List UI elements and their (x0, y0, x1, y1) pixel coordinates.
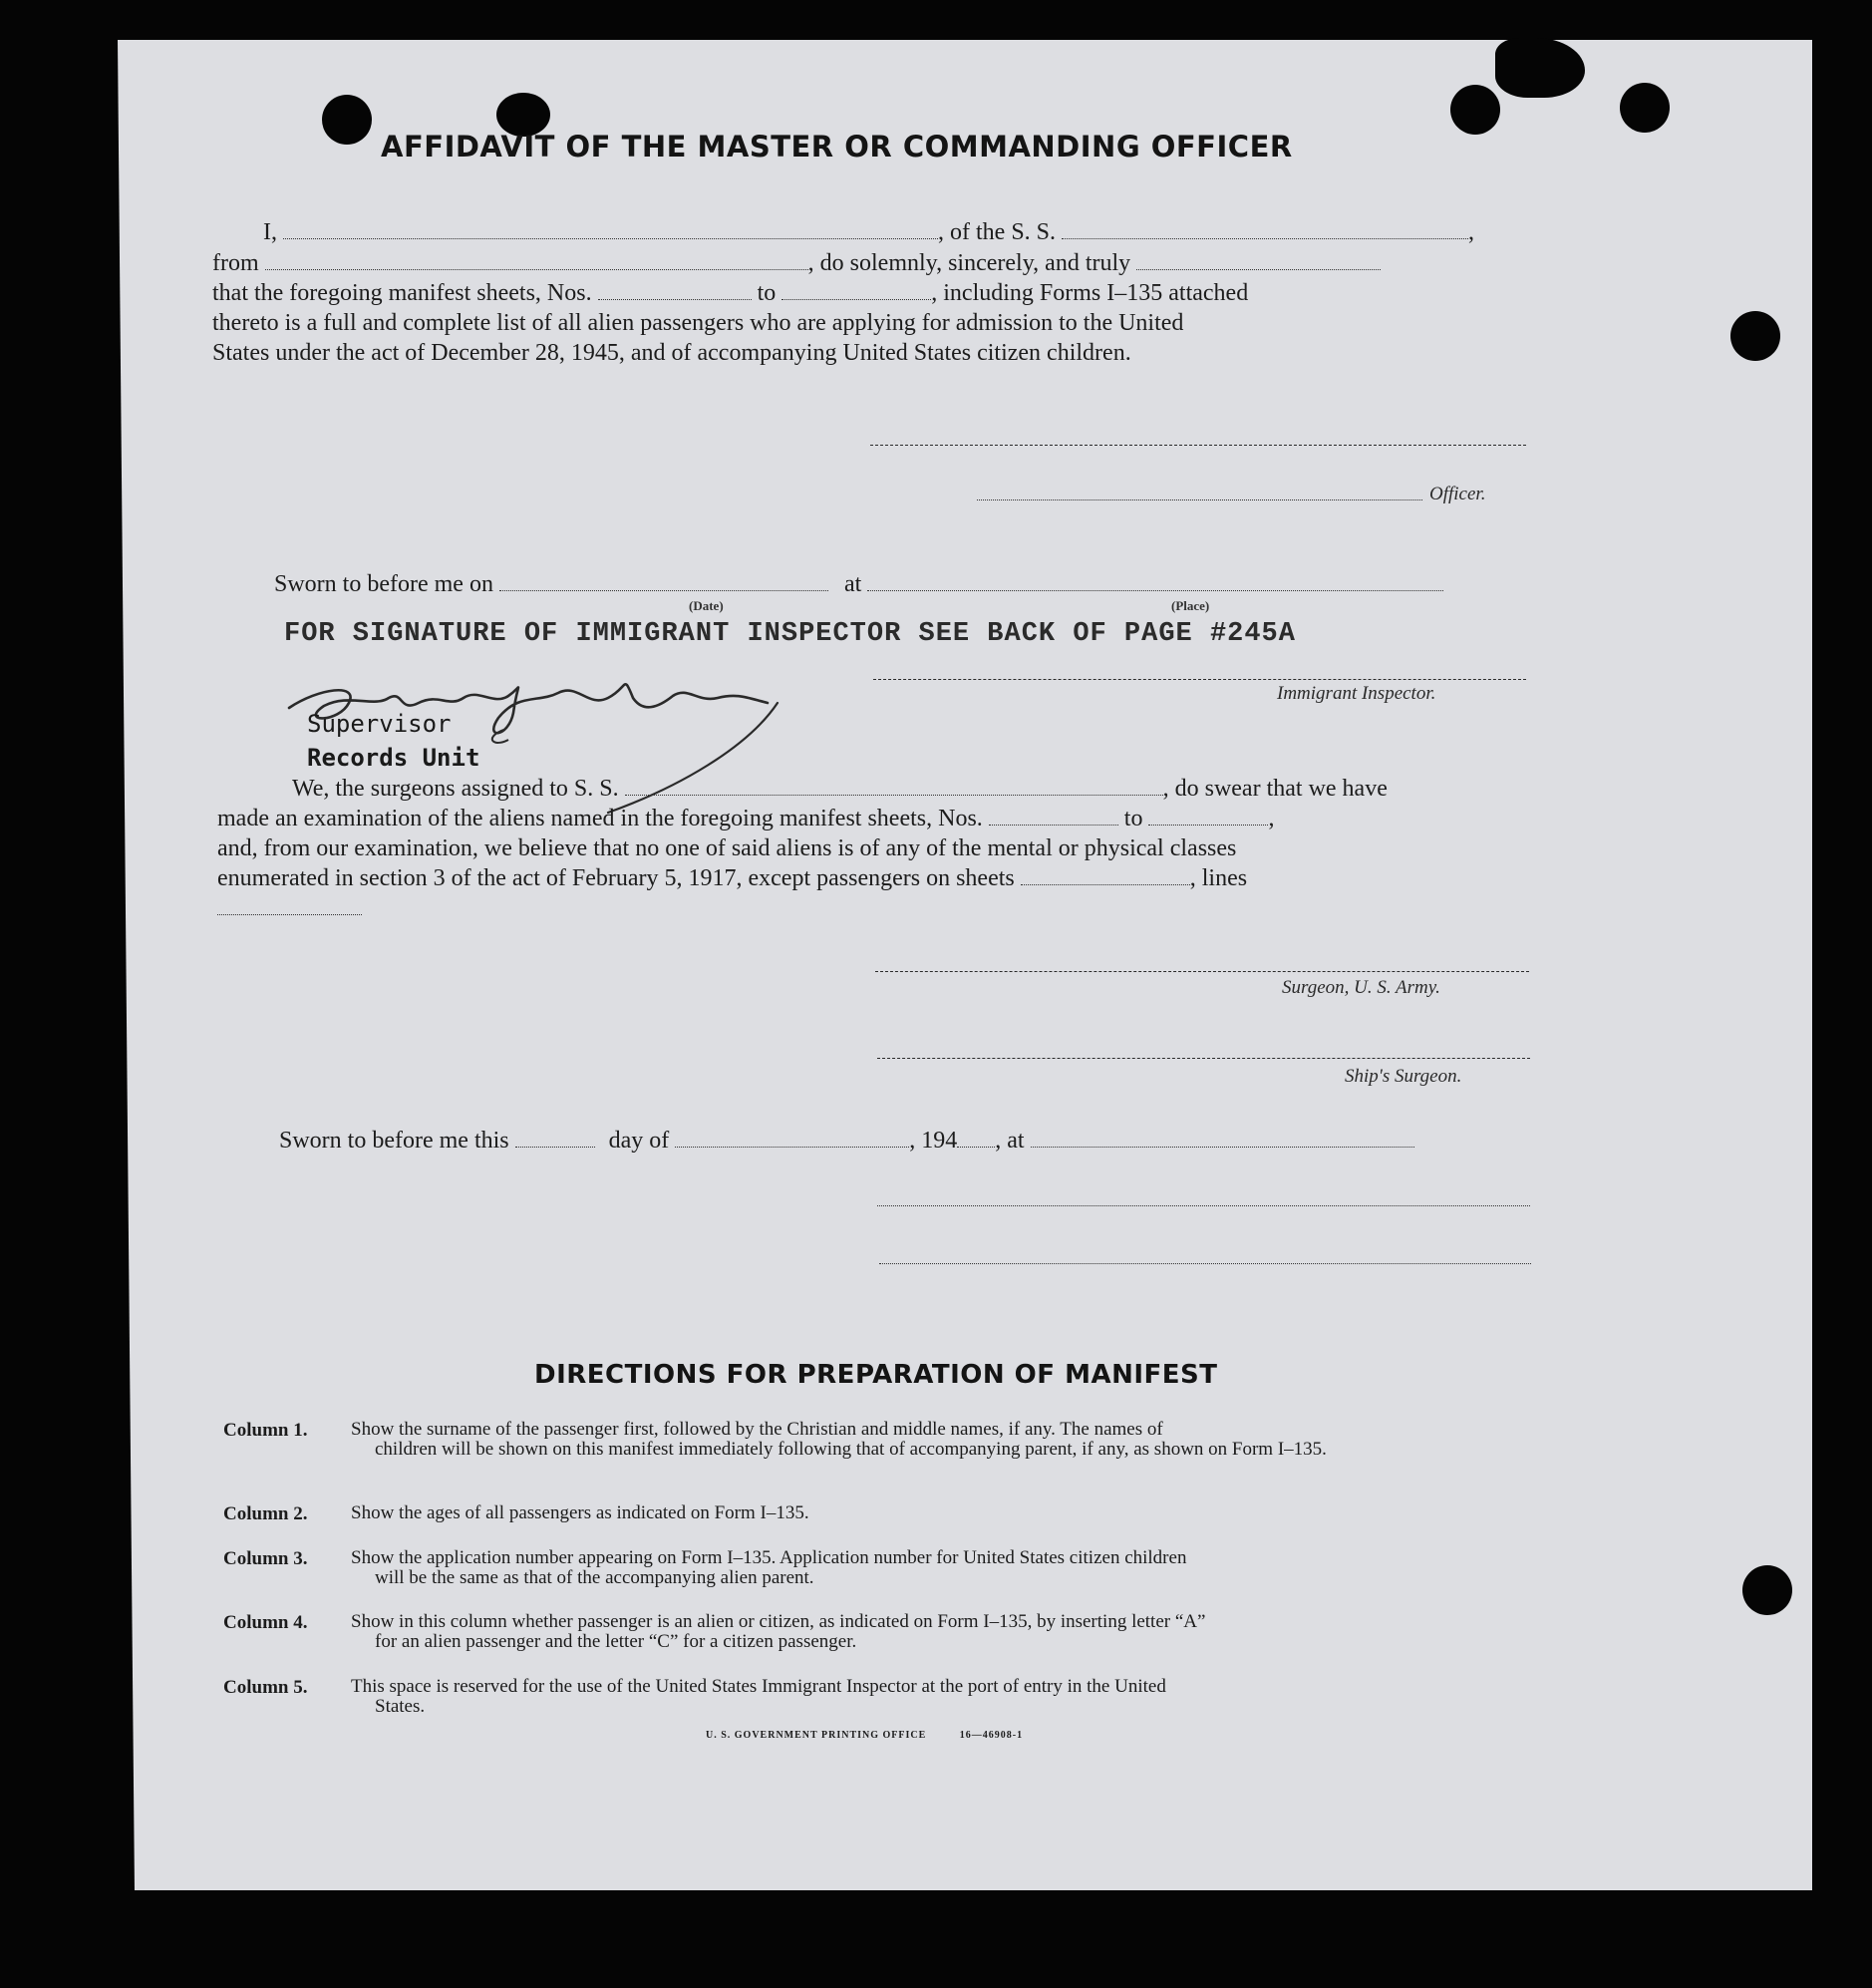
column-1-text: Show the surname of the passenger first, followed by the Christian and middle names, if any. The names of children will be shown on this manifest immediately following that of accompanying parent, if any, as shown on Form I–135. (351, 1419, 1327, 1460)
inspector-stamp: FOR SIGNATURE OF IMMIGRANT INSPECTOR SEE BACK OF PAGE #245A (284, 619, 1296, 649)
column-3-text: Show the application number appearing on Form I–135. Application number for United States citizen children will be the same as that of the accompanying alien parent. (351, 1547, 1187, 1588)
officer-signature-line[interactable] (870, 445, 1526, 446)
column-3-label: Column 3. (223, 1548, 308, 1569)
directions-title: DIRECTIONS FOR PREPARATION OF MANIFEST (534, 1360, 1218, 1390)
affidavit-line-2: from , do solemnly, sincerely, and truly (212, 250, 1381, 277)
sworn-place-blank[interactable] (867, 572, 1443, 591)
column-4-label: Column 4. (223, 1612, 308, 1633)
ship-surgeon-signature-line[interactable] (877, 1058, 1530, 1059)
punch-hole (1450, 85, 1500, 135)
sworn-day-blank[interactable] (515, 1129, 595, 1148)
punch-hole (322, 95, 372, 145)
signature-title: Supervisor (307, 710, 452, 738)
column-5-label: Column 5. (223, 1677, 308, 1698)
column-4-text: Show in this column whether passenger is an alien or citizen, as indicated on Form I–135, by inserting letter “A” for an alien passenger and the letter “C” for a citizen passenger. (351, 1611, 1206, 1652)
sworn-signature-line-2[interactable] (879, 1263, 1531, 1264)
officer-label: Officer. (1429, 484, 1486, 504)
affidavit-title: AFFIDAVIT OF THE MASTER OR COMMANDING OFFICER (381, 130, 1293, 164)
affidavit-line-5: States under the act of December 28, 1945, and of accompanying United States citizen children. (212, 340, 1131, 366)
punch-hole (1730, 311, 1780, 361)
sworn-at-blank[interactable] (1031, 1129, 1414, 1148)
surgeons-ship-blank[interactable] (625, 777, 1163, 796)
surgeons-line-4: enumerated in section 3 of the act of February 5, 1917, except passengers on sheets , lines (217, 865, 1248, 891)
place-caption: (Place) (1171, 598, 1210, 613)
punch-hole (1742, 1565, 1792, 1615)
column-1-label: Column 1. (223, 1420, 308, 1441)
officer-title-line[interactable] (977, 499, 1422, 500)
surgeons-sheet-from-blank[interactable] (989, 807, 1118, 826)
signature-unit: Records Unit (307, 744, 480, 772)
army-surgeon-signature-line[interactable] (875, 971, 1529, 972)
army-surgeon-label: Surgeon, U. S. Army. (1282, 977, 1440, 998)
sheet-from-blank[interactable] (598, 281, 752, 300)
sheet-to-blank[interactable] (781, 281, 931, 300)
surgeons-sheet-to-blank[interactable] (1148, 807, 1268, 826)
inspector-signature-line[interactable] (873, 679, 1526, 680)
affidavit-line-1: I, , of the S. S. , (263, 219, 1475, 245)
name-blank[interactable] (283, 220, 938, 239)
from-blank[interactable] (265, 251, 808, 270)
sworn-master-line: Sworn to before me on at (274, 571, 1443, 598)
printer-imprint: U. S. GOVERNMENT PRINTING OFFICE 16—46908-1 (706, 1730, 1024, 1741)
surgeons-line-3: and, from our examination, we believe that no one of said aliens is of any of the mental or physical classes (217, 835, 1237, 861)
column-5-text: This space is reserved for the use of the United States Immigrant Inspector at the port of entry in the United States. (351, 1676, 1166, 1717)
inspector-label: Immigrant Inspector. (1277, 683, 1436, 704)
sworn-month-blank[interactable] (675, 1129, 909, 1148)
surgeons-line-2: made an examination of the aliens named in the foregoing manifest sheets, Nos. to , (217, 806, 1275, 831)
surgeons-line-1: We, the surgeons assigned to S. S. , do swear that we have (292, 776, 1388, 802)
affidavit-line-4: thereto is a full and complete list of all alien passengers who are applying for admission to the United (212, 310, 1184, 336)
sworn-surgeons-line: Sworn to before me this day of , 194 , at (279, 1128, 1414, 1155)
sworn-date-blank[interactable] (499, 572, 828, 591)
sworn-signature-line-1[interactable] (877, 1205, 1530, 1206)
affidavit-line-3: that the foregoing manifest sheets, Nos. to , including Forms I–135 attached (212, 280, 1249, 306)
column-2-label: Column 2. (223, 1503, 308, 1524)
column-2-text: Show the ages of all passengers as indicated on Form I–135. (351, 1502, 809, 1523)
sworn-year-blank[interactable] (957, 1129, 995, 1148)
punch-hole (1620, 83, 1670, 133)
ship-surgeon-label: Ship's Surgeon. (1345, 1066, 1462, 1087)
truly-blank[interactable] (1136, 251, 1381, 270)
date-caption: (Date) (689, 598, 724, 613)
lines-blank[interactable] (217, 914, 362, 915)
except-sheets-blank[interactable] (1021, 866, 1190, 885)
ship-blank[interactable] (1062, 220, 1468, 239)
